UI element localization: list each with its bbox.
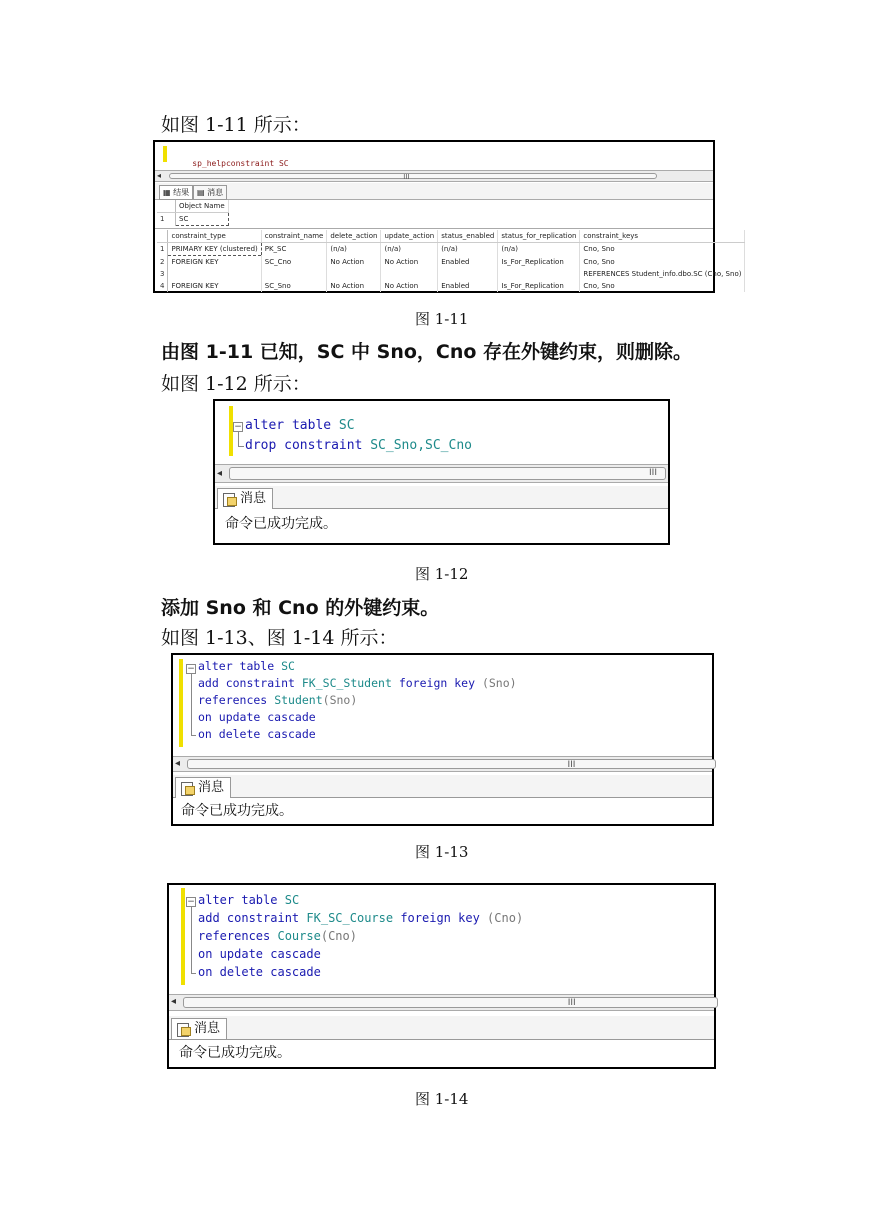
grid-cell[interactable]: SC_Cno	[261, 256, 327, 269]
code-editor[interactable]: alter table SC add constraint FK_SC_Student foreign key (Sno) references Student(Sno) on update cascade on delete cascade	[198, 659, 517, 741]
grid-cell[interactable]: No Action	[381, 280, 438, 292]
horizontal-scrollbar[interactable]	[155, 170, 713, 182]
grid-cell[interactable]: (n/a)	[381, 243, 438, 256]
column-header: constraint_type	[168, 230, 261, 243]
intro-text: 如图 1-11 所示：	[161, 114, 311, 136]
message-icon	[181, 782, 193, 796]
row-number: 3	[157, 268, 168, 280]
grid-cell[interactable]: Cno, Sno	[580, 243, 745, 256]
grid-cell[interactable]: (n/a)	[438, 243, 498, 256]
grip-icon: III	[567, 760, 576, 770]
grid-icon: ▦	[163, 188, 171, 197]
result-message: 命令已成功完成。	[179, 1045, 291, 1061]
change-marker	[181, 888, 185, 985]
scroll-thumb[interactable]	[183, 997, 718, 1008]
horizontal-scrollbar[interactable]	[215, 464, 668, 483]
grid-cell[interactable]: (n/a)	[327, 243, 381, 256]
figure-caption: 图 1-14	[415, 1090, 469, 1108]
row-number: 2	[157, 256, 168, 269]
row-number: 1	[157, 243, 168, 256]
collapse-icon[interactable]: −	[187, 664, 195, 674]
result-message: 命令已成功完成。	[181, 803, 293, 819]
grip-icon: III	[567, 998, 576, 1008]
grip-icon: III	[403, 173, 410, 181]
horizontal-scrollbar[interactable]	[173, 756, 712, 772]
tab-messages[interactable]: 消息	[217, 488, 273, 509]
collapse-icon[interactable]: −	[187, 897, 195, 907]
grid-cell[interactable]: Is_For_Replication	[498, 280, 580, 292]
column-header: update_action	[381, 230, 438, 243]
message-icon	[177, 1023, 189, 1037]
grid-cell[interactable]	[261, 268, 327, 280]
scroll-thumb[interactable]	[187, 759, 716, 769]
tab-messages[interactable]: 消息	[175, 777, 231, 798]
intro-text: 如图 1-13、图 1-14 所示：	[161, 627, 398, 649]
grid-cell[interactable]: Is_For_Replication	[498, 256, 580, 269]
figure-1-14-screenshot	[167, 883, 716, 1069]
grid-cell[interactable]	[381, 268, 438, 280]
table-row[interactable]	[157, 280, 745, 292]
grid-cell[interactable]: PRIMARY KEY (clustered)	[168, 243, 261, 256]
grid-cell[interactable]	[168, 268, 261, 280]
tab-messages[interactable]: ▤ 消息	[193, 185, 227, 200]
fold-line	[238, 432, 244, 447]
message-tabs	[169, 1016, 714, 1040]
horizontal-scrollbar[interactable]	[169, 994, 714, 1011]
change-marker	[163, 146, 167, 162]
scroll-left-arrow-icon[interactable]: ◂	[171, 996, 177, 1007]
section-heading: 添加 Sno 和 Cno 的外键约束。	[161, 597, 440, 619]
grid-cell[interactable]: No Action	[327, 280, 381, 292]
row-number: 4	[157, 280, 168, 292]
tab-results[interactable]: ▦ 结果	[159, 185, 193, 200]
row-number: 1	[157, 213, 176, 226]
column-header: delete_action	[327, 230, 381, 243]
result-message: 命令已成功完成。	[225, 516, 337, 532]
grid-cell[interactable]: PK_SC	[261, 243, 327, 256]
table-row[interactable]	[157, 243, 745, 256]
divider	[155, 228, 713, 229]
figure-caption: 图 1-12	[415, 565, 469, 583]
grid-cell[interactable]: No Action	[327, 256, 381, 269]
table-row[interactable]	[157, 256, 745, 269]
grid-cell[interactable]: Cno, Sno	[580, 280, 745, 292]
collapse-icon[interactable]: −	[234, 422, 242, 432]
scroll-left-arrow-icon[interactable]: ◂	[175, 758, 181, 769]
code-editor[interactable]: alter table SC add constraint FK_SC_Course foreign key (Cno) references Course(Cno) on update cascade on delete cascade	[198, 893, 524, 979]
column-header: status_for_replication	[498, 230, 580, 243]
scroll-thumb[interactable]	[229, 467, 666, 480]
result-tabs	[155, 183, 713, 200]
grid-cell[interactable]: Enabled	[438, 256, 498, 269]
grip-icon: III	[649, 468, 657, 478]
table-row[interactable]	[157, 268, 745, 280]
column-header: Object Name	[176, 200, 229, 213]
scroll-thumb[interactable]	[169, 173, 657, 179]
scroll-left-arrow-icon[interactable]: ◂	[217, 468, 223, 479]
grid-cell[interactable]: FOREIGN KEY	[168, 280, 261, 292]
grid-cell[interactable]: Enabled	[438, 280, 498, 292]
figure-1-12-screenshot	[213, 399, 670, 545]
grid-cell[interactable]: No Action	[381, 256, 438, 269]
grid-cell[interactable]: FOREIGN KEY	[168, 256, 261, 269]
code-editor[interactable]: alter table SC drop constraint SC_Sno,SC_Cno	[245, 418, 472, 453]
grid-cell[interactable]: REFERENCES Student_info.dbo.SC (Cno, Sno)	[580, 268, 745, 280]
code-keyword: sp_helpconstraint SC	[192, 159, 289, 168]
column-header: status_enabled	[438, 230, 498, 243]
grid-cell[interactable]	[498, 268, 580, 280]
grid-cell[interactable]: (n/a)	[498, 243, 580, 256]
change-marker	[179, 659, 183, 747]
object-name-grid	[157, 200, 229, 226]
intro-text: 如图 1-12 所示：	[161, 373, 311, 395]
grid-cell[interactable]	[438, 268, 498, 280]
grid-cell[interactable]: SC_Sno	[261, 280, 327, 292]
figure-caption: 图 1-13	[415, 843, 469, 861]
grid-cell[interactable]: Cno, Sno	[580, 256, 745, 269]
message-tabs	[173, 775, 712, 798]
grid-cell[interactable]	[327, 268, 381, 280]
grid-cell[interactable]: SC	[176, 213, 229, 226]
figure-caption: 图 1-11	[415, 310, 469, 328]
tab-messages[interactable]: 消息	[171, 1018, 227, 1039]
column-header: constraint_keys	[580, 230, 745, 243]
fold-line	[191, 674, 196, 736]
constraint-grid	[157, 230, 745, 292]
message-tabs	[215, 486, 668, 509]
figure-1-13-screenshot	[171, 653, 714, 826]
column-header: constraint_name	[261, 230, 327, 243]
message-icon	[223, 493, 235, 507]
fold-line	[191, 907, 196, 974]
figure-1-11-screenshot	[153, 140, 742, 293]
statement-text: 由图 1-11 已知，SC 中 Sno，Cno 存在外键约束，则删除。	[161, 341, 693, 363]
message-icon: ▤	[197, 188, 205, 197]
scroll-left-arrow-icon[interactable]: ◂	[157, 171, 162, 180]
